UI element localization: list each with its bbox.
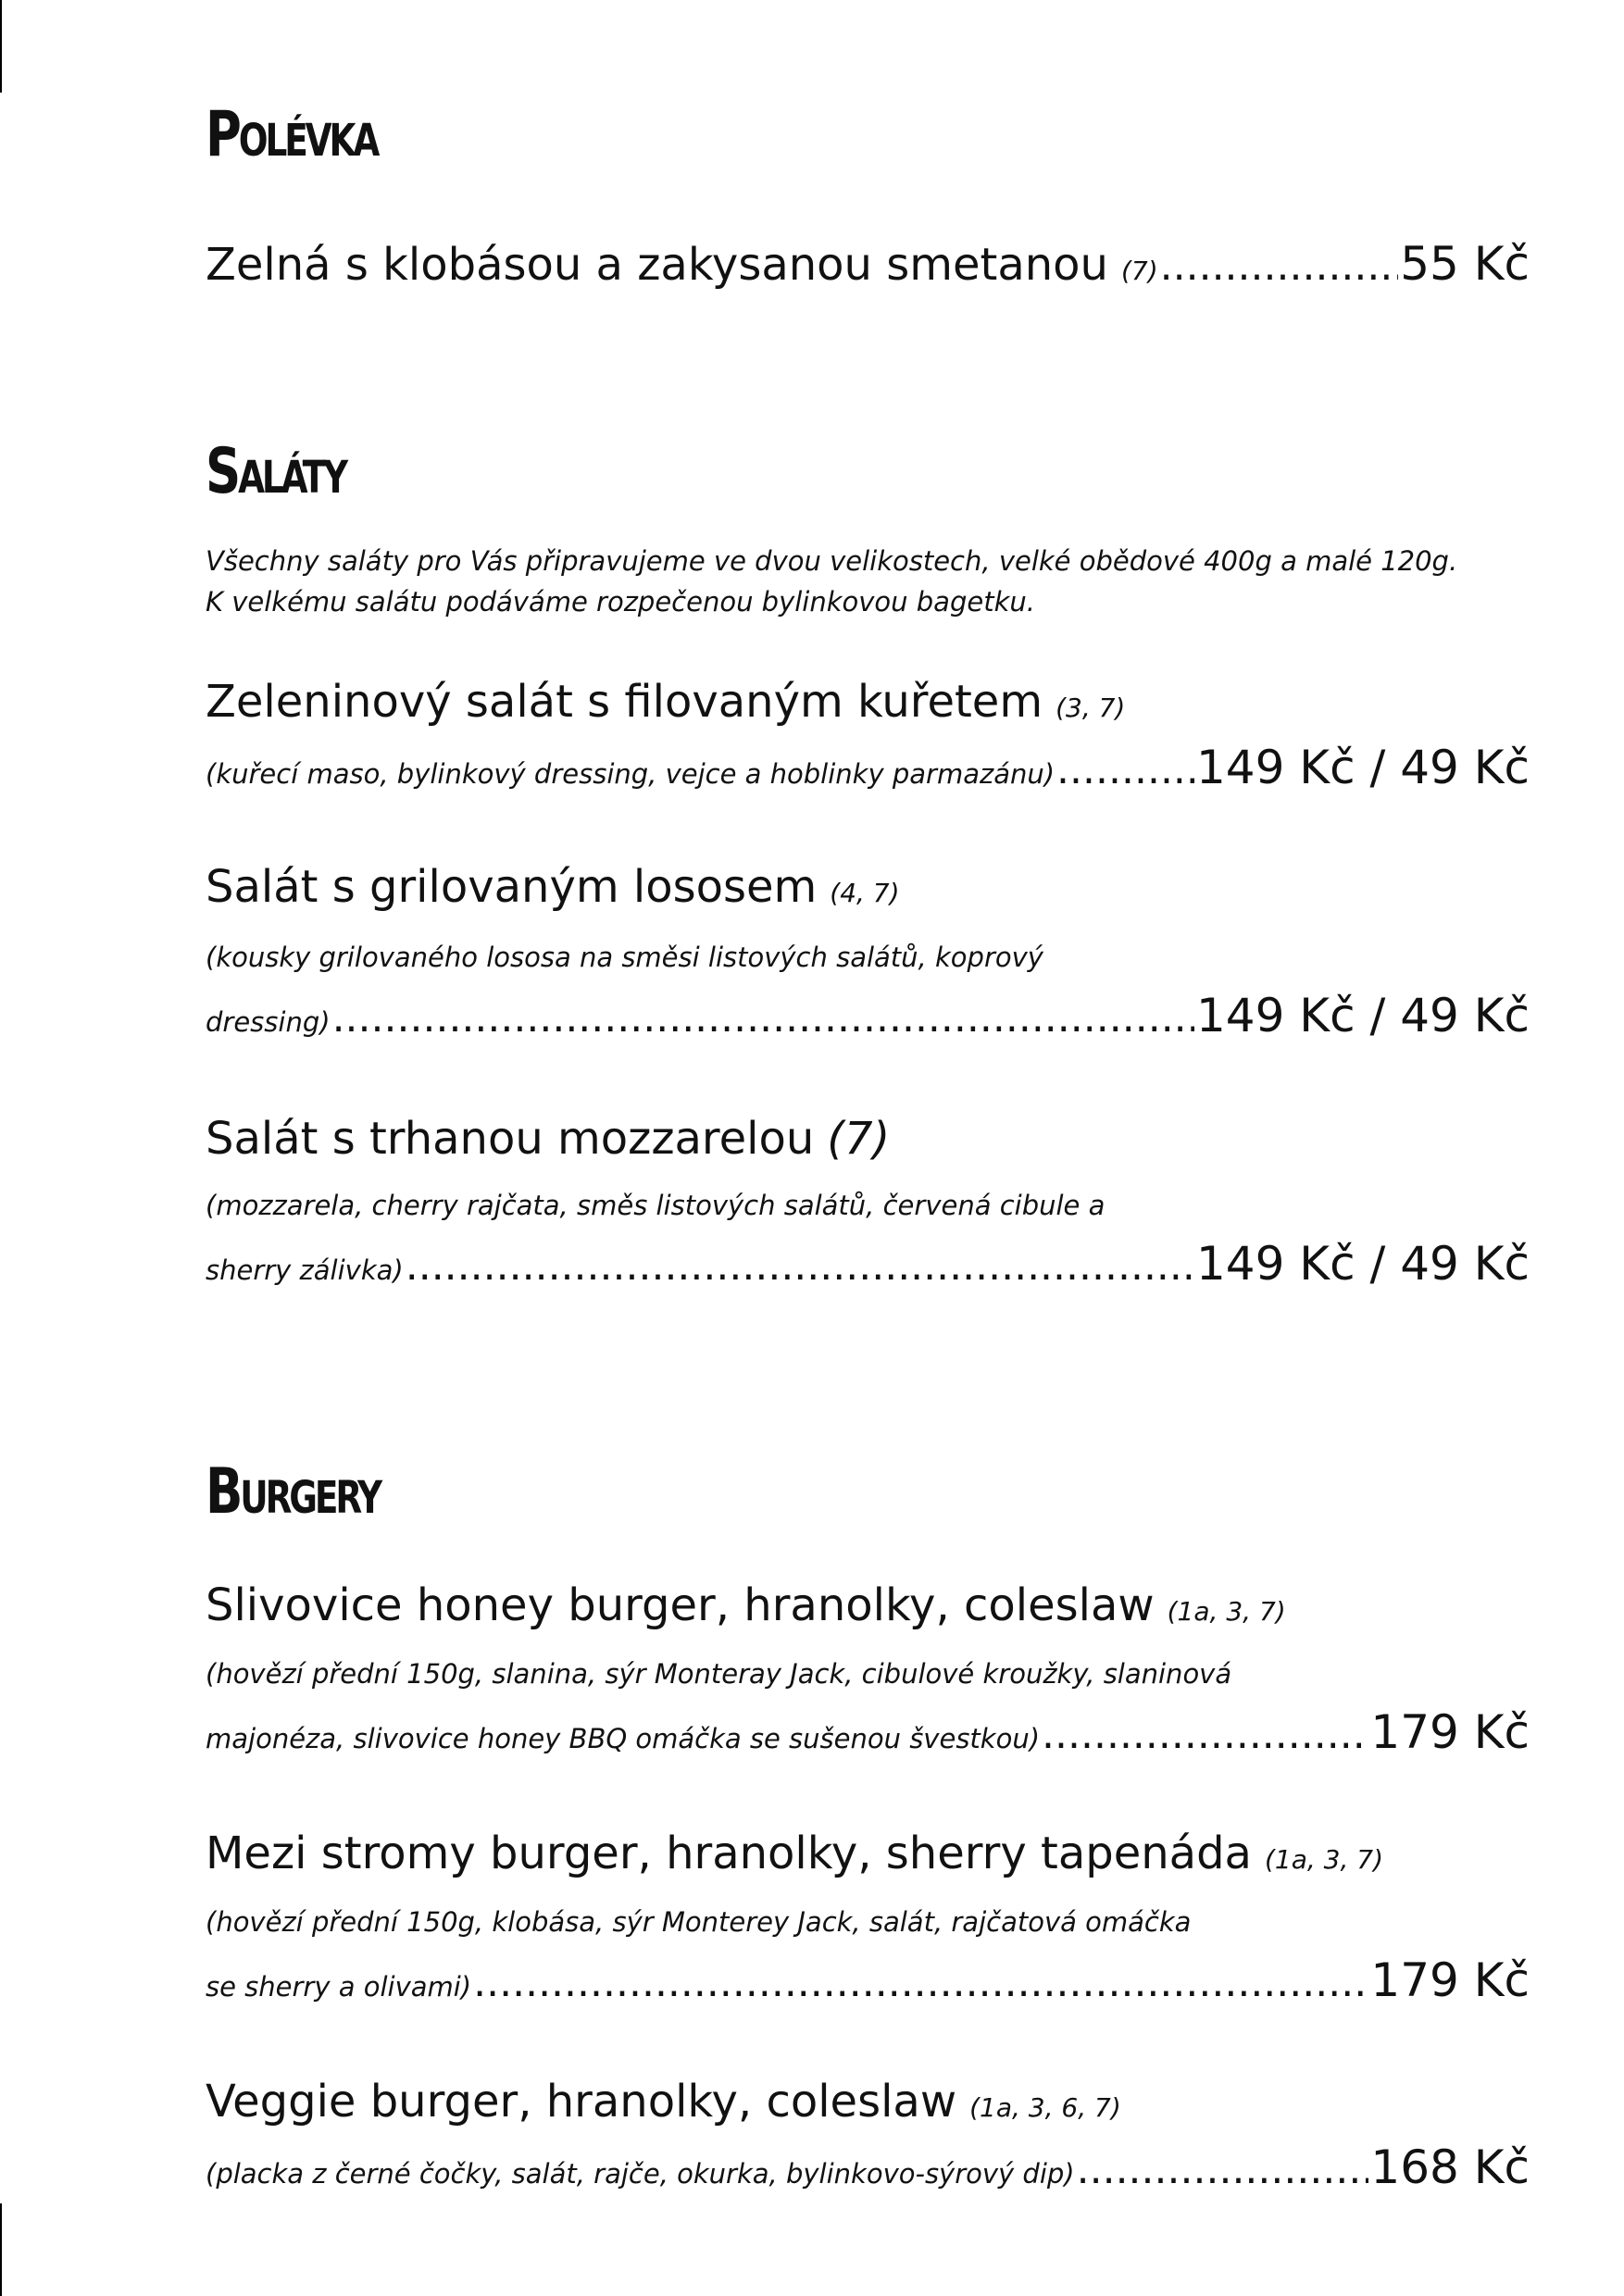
item-description-cont: sherry zálivka) <box>206 1254 404 1286</box>
menu-page <box>206 0 1530 2296</box>
menu-item-burger-1-price-row <box>206 1705 1530 1759</box>
menu-item-salad-3-title <box>206 1113 890 1165</box>
leader-dots <box>332 998 1194 1039</box>
menu-item-burger-1-desc <box>206 1658 1232 1690</box>
item-description: (hovězí přední 150g, slanina, sýr Monteray Jack, cibulové kroužky, slaninová <box>206 1658 1232 1690</box>
menu-item-burger-2-price-row <box>206 1953 1530 2007</box>
item-allergens: (1a, 3, 7) <box>1264 1844 1384 1875</box>
menu-item-salad-2-title <box>206 861 900 913</box>
item-price: 149 Kč / 49 Kč <box>1195 989 1530 1042</box>
leader-dots <box>1077 2150 1369 2190</box>
menu-item-salad-3-price-row <box>206 1237 1530 1291</box>
item-price: 168 Kč <box>1370 2140 1530 2194</box>
menu-item-salad-1-price-row <box>206 741 1530 794</box>
item-allergens: (4, 7) <box>830 878 900 908</box>
section-title-burgers: Burgery <box>206 1455 381 1529</box>
leader-dots <box>406 1246 1194 1287</box>
item-description-cont: se sherry a olivami) <box>206 1971 472 2003</box>
item-allergens: (1a, 3, 7) <box>1167 1596 1286 1627</box>
menu-item-burger-2-desc <box>206 1906 1192 1938</box>
section-title-salads: Saláty <box>206 435 346 508</box>
leader-dots <box>1160 246 1399 287</box>
item-price: 179 Kč <box>1370 1953 1530 2007</box>
salads-note-line-2: K velkému salátu podáváme rozpečenou bylinkovou bagetku. <box>206 586 1035 618</box>
menu-item-soup-1 <box>206 237 1530 291</box>
menu-item-salad-2-desc <box>206 944 1043 971</box>
salads-note-line-1: Všechny saláty pro Vás připravujeme ve dvou velikostech, velké obědové 400g a malé 120g. <box>206 545 1458 577</box>
item-name: Zelná s klobásou a zakysanou smetanou <box>206 239 1108 291</box>
item-allergens: (7) <box>827 1113 891 1165</box>
item-description: (kuřecí maso, bylinkový dressing, vejce a hoblinky parmazánu) <box>206 758 1056 790</box>
leader-dots <box>1056 750 1194 791</box>
menu-item-salad-2-price-row <box>206 989 1530 1042</box>
item-name: Slivovice honey burger, hranolky, coleslaw <box>206 1579 1155 1631</box>
item-name: Mezi stromy burger, hranolky, sherry tapenáda <box>206 1828 1252 1879</box>
item-allergens: (7) <box>1120 256 1158 286</box>
leader-dots <box>473 1963 1368 2003</box>
item-allergens: (3, 7) <box>1056 693 1126 723</box>
item-price: 149 Kč / 49 Kč <box>1195 741 1530 794</box>
menu-item-burger-1-title <box>206 1579 1286 1631</box>
leader-dots <box>1042 1715 1368 1755</box>
item-description-cont: dressing) <box>206 1006 331 1038</box>
item-name: Salát s grilovaným lososem <box>206 861 818 913</box>
item-name: Salát s trhanou mozzarelou <box>206 1113 815 1165</box>
menu-item-burger-3-price-row <box>206 2140 1530 2194</box>
item-price: 55 Kč <box>1400 237 1530 291</box>
menu-item-burger-3-title <box>206 2076 1121 2128</box>
page-edge-mark-top <box>0 0 2 93</box>
menu-item-salad-3-desc <box>206 1192 1105 1219</box>
section-title-soup: Polévka <box>206 98 378 171</box>
item-price: 149 Kč / 49 Kč <box>1195 1237 1530 1291</box>
menu-item-salad-1-title <box>206 676 1126 728</box>
item-description: (mozzarela, cherry rajčata, směs listových salátů, červená cibule a <box>206 1190 1106 1221</box>
page-edge-mark-bottom <box>0 2203 2 2296</box>
item-description: (hovězí přední 150g, klobása, sýr Monterey Jack, salát, rajčatová omáčka <box>206 1906 1192 1938</box>
item-description-cont: majonéza, slivovice honey BBQ omáčka se sušenou švestkou) <box>206 1723 1041 1754</box>
item-description: (kousky grilovaného lososa na směsi listových salátů, koprový <box>206 942 1043 973</box>
item-name: Zeleninový salát s filovaným kuřetem <box>206 676 1043 728</box>
item-name: Veggie burger, hranolky, coleslaw <box>206 2076 957 2128</box>
item-price: 179 Kč <box>1370 1705 1530 1759</box>
item-description: (placka z černé čočky, salát, rajče, okurka, bylinkovo-sýrový dip) <box>206 2158 1075 2190</box>
item-allergens: (1a, 3, 6, 7) <box>969 2092 1121 2123</box>
menu-item-burger-2-title <box>206 1828 1384 1879</box>
